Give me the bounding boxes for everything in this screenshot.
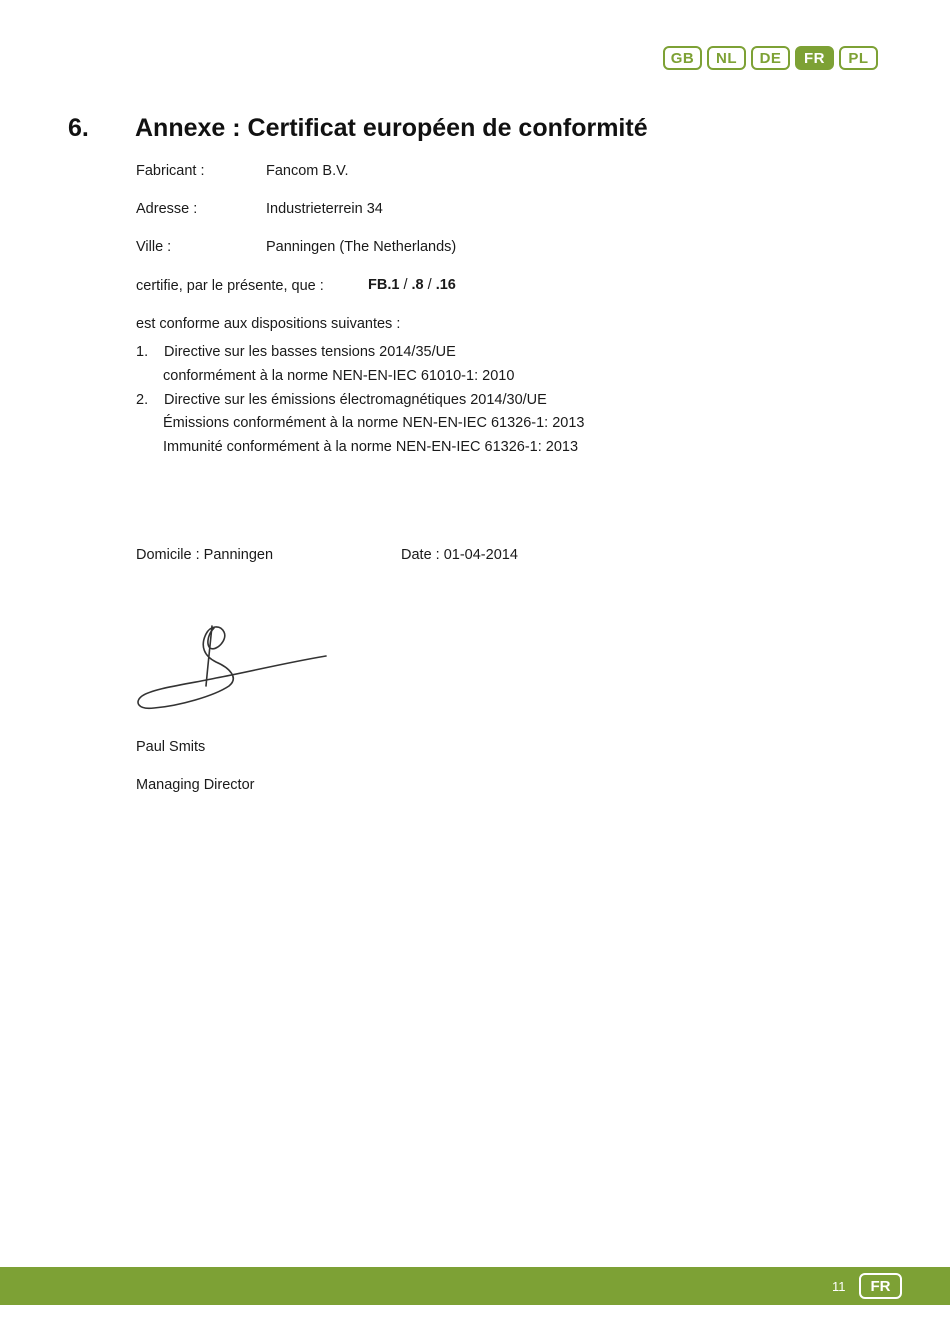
directive-1-title: Directive sur les basses tensions 2014/35/UE <box>164 344 456 360</box>
directive-2-emissions: Émissions conformément à la norme NEN-EN-IEC 61326-1: 2013 <box>163 415 585 431</box>
product-models <box>368 278 456 293</box>
directive-2-number: 2. <box>136 392 149 408</box>
manufacturer-value: Fancom B.V. <box>266 163 349 179</box>
page-footer <box>0 1267 950 1305</box>
signatory-name: Paul Smits <box>136 739 206 755</box>
lang-tab-pl[interactable]: PL <box>839 46 878 70</box>
address-label: Adresse : <box>136 201 198 217</box>
address-value: Industrieterrein 34 <box>266 201 383 217</box>
date: Date : 01-04-2014 <box>401 547 518 563</box>
domicile: Domicile : Panningen <box>136 547 274 563</box>
product-model-b: .8 <box>411 277 424 293</box>
lang-tab-de[interactable]: DE <box>751 46 790 70</box>
city-label: Ville : <box>136 239 172 255</box>
lang-tab-nl[interactable]: NL <box>707 46 746 70</box>
directive-2-title: Directive sur les émissions électromagnétiques 2014/30/UE <box>164 392 547 408</box>
signature-image <box>134 618 334 718</box>
section-title: Annexe : Certificat européen de conformité <box>135 114 648 142</box>
section-number: 6. <box>68 114 89 142</box>
lang-tab-fr[interactable]: FR <box>795 46 834 70</box>
page-number: 11 <box>832 1279 846 1294</box>
product-separator-1: / <box>399 277 412 293</box>
product-separator-2: / <box>423 277 436 293</box>
product-model-a: FB.1 <box>368 277 400 293</box>
certify-label: certifie, par le présente, que : <box>136 278 324 294</box>
directive-1-standard: conformément à la norme NEN-EN-IEC 61010-1: 2010 <box>163 368 515 384</box>
footer-language-badge: FR <box>859 1273 902 1299</box>
city-value: Panningen (The Netherlands) <box>266 239 457 255</box>
lang-tab-gb[interactable]: GB <box>663 46 702 70</box>
directive-1-number: 1. <box>136 344 149 360</box>
directive-2-immunity: Immunité conformément à la norme NEN-EN-IEC 61326-1: 2013 <box>163 439 579 455</box>
signatory-role: Managing Director <box>136 777 255 793</box>
product-model-c: .16 <box>435 277 456 293</box>
manufacturer-label: Fabricant : <box>136 163 205 179</box>
conformity-intro: est conforme aux dispositions suivantes : <box>136 316 401 332</box>
language-selector <box>663 46 878 70</box>
